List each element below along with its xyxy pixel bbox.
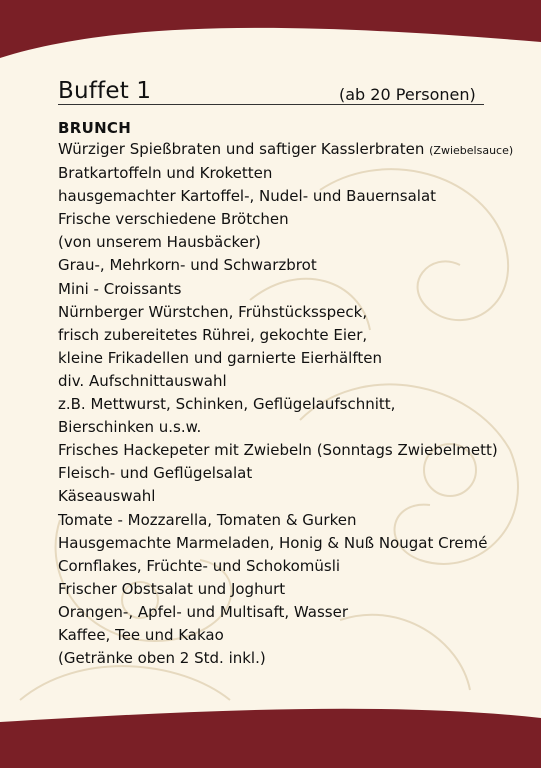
menu-item: hausgemachter Kartoffel-, Nudel- und Bauernsalat: [58, 187, 437, 206]
menu-item: div. Aufschnittauswahl: [58, 371, 227, 390]
menu-item: Tomate - Mozzarella, Tomaten & Gurken: [58, 510, 357, 529]
menu-item: (von unserem Hausbäcker): [58, 233, 261, 252]
menu-item: Fleisch- und Geflügelsalat: [58, 464, 253, 483]
menu-item: Orangen-, Apfel- und Multisaft, Wasser: [58, 602, 349, 621]
section-heading: BRUNCH: [58, 119, 132, 137]
menu-item: kleine Frikadellen und garnierte Eierhälften: [58, 348, 382, 367]
menu-item: Mini - Croissants: [58, 279, 182, 298]
menu-item: Cornflakes, Früchte- und Schokomüsli: [58, 556, 341, 575]
menu-item-note: (Zwiebelsauce): [429, 144, 514, 157]
menu-item: Hausgemachte Marmeladen, Honig & Nuß Nougat Cremé: [58, 533, 488, 552]
menu-item: Frische verschiedene Brötchen: [58, 210, 289, 229]
menu-item: Würziger Spießbraten und saftiger Kasslerbraten (Zwiebelsauce): [58, 140, 514, 158]
menu-item: Käseauswahl: [58, 487, 156, 506]
menu-item: Nürnberger Würstchen, Frühstücksspeck,: [58, 302, 368, 321]
menu-content: [58, 76, 528, 670]
title-underline: [58, 104, 484, 105]
menu-item: Bratkartoffeln und Kroketten: [58, 164, 273, 183]
menu-item: Frischer Obstsalat und Joghurt: [58, 579, 286, 598]
menu-item: (Getränke oben 2 Std. inkl.): [58, 649, 266, 668]
menu-item: Kaffee, Tee und Kakao: [58, 625, 224, 644]
menu-subtitle: (ab 20 Personen): [339, 85, 476, 104]
menu-item: Bierschinken u.s.w.: [58, 418, 202, 437]
menu-item: Frisches Hackepeter mit Zwiebeln (Sonntags Zwiebelmett): [58, 441, 498, 460]
menu-items: [58, 138, 528, 670]
menu-title: Buffet 1: [58, 78, 152, 104]
menu-header: [58, 76, 528, 108]
menu-item: frisch zubereitetes Rührei, gekochte Eier,: [58, 325, 368, 344]
menu-item: Grau-, Mehrkorn- und Schwarzbrot: [58, 256, 317, 275]
menu-item: z.B. Mettwurst, Schinken, Geflügelaufschnitt,: [58, 395, 396, 414]
